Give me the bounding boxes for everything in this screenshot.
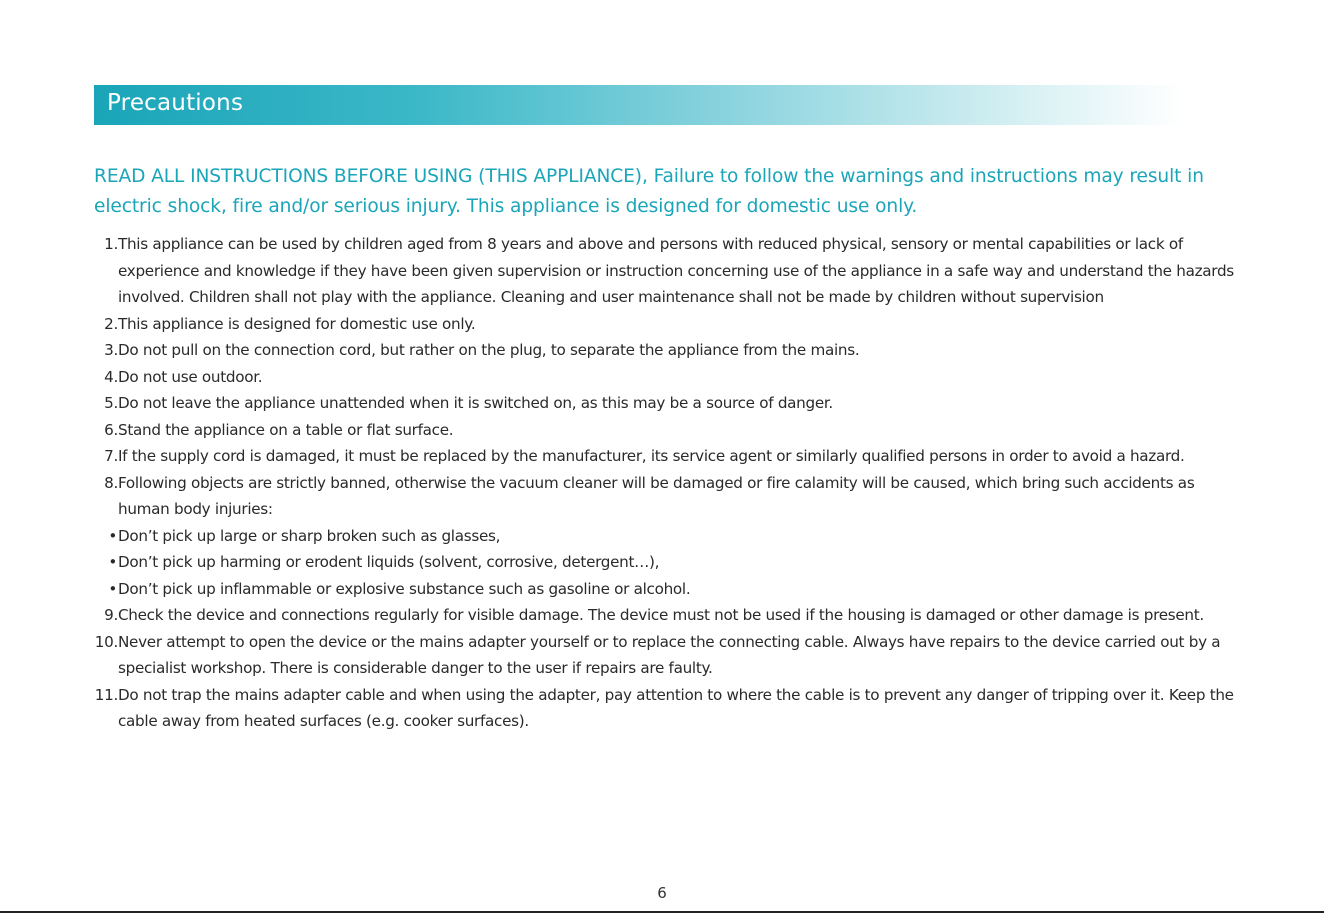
list-item-number: 4.: [104, 367, 118, 386]
bullet-item: [94, 549, 1244, 576]
list-item-number: 2.: [104, 314, 118, 333]
bullet-item-text: Don’t pick up large or sharp broken such as glasses,: [118, 526, 501, 545]
bullet-item-text: Don’t pick up inflammable or explosive substance such as gasoline or alcohol.: [118, 579, 691, 598]
list-item-number: 8.: [104, 473, 118, 492]
list-item-number: 10.: [94, 632, 118, 651]
list-item-text: Do not trap the mains adapter cable and when using the adapter, pay attention to where the cable is to prevent any danger of tripping over it. Keep the cable away from heated surfaces (e.g. cooker surfaces).: [118, 685, 1234, 730]
bullet-item-text: Don’t pick up harming or erodent liquids (solvent, corrosive, detergent…),: [118, 553, 660, 571]
footer-divider: [0, 911, 1324, 913]
bullet-item: [94, 576, 1244, 603]
list-item: [94, 337, 1244, 364]
section-title-banner: [94, 85, 1184, 125]
list-item-number: 7.: [104, 447, 118, 465]
list-item-number: 6.: [104, 420, 118, 439]
list-item-text: This appliance can be used by children aged from 8 years and above and persons with reduced physical, sensory or mental capabilities or lack of experience and knowledge if they have been given supervision or instruction concerning use of the appliance in a safe way and understand the hazards involved. Children shall not play with the appliance. Cleaning and user maintenance shall not be made by children without supervision: [118, 235, 1234, 306]
list-item-text: Never attempt to open the device or the mains adapter yourself or to replace the connecting cable. Always have repairs to the device carried out by a specialist workshop. There is considerable danger to the user if repairs are faulty.: [118, 632, 1221, 677]
list-item: [94, 602, 1244, 629]
list-item: [94, 231, 1244, 311]
list-item: [94, 682, 1244, 735]
bullet-item: [94, 523, 1244, 550]
list-item-number: 5.: [104, 394, 118, 412]
list-item-number: 9.: [104, 606, 118, 624]
bullet-icon: •: [108, 526, 117, 545]
list-item: [94, 364, 1244, 391]
bullet-icon: •: [108, 553, 117, 571]
list-item-text: Do not use outdoor.: [118, 367, 263, 386]
list-item-text: Do not leave the appliance unattended when it is switched on, as this may be a source of danger.: [118, 394, 833, 412]
list-item-text: Check the device and connections regularly for visible damage. The device must not be used if the housing is damaged or other damage is present.: [118, 606, 1204, 624]
list-item: [94, 443, 1244, 470]
list-item: [94, 311, 1244, 338]
list-item-text: If the supply cord is damaged, it must be replaced by the manufacturer, its service agent or similarly qualified persons in order to avoid a hazard.: [118, 447, 1185, 465]
list-item: [94, 470, 1244, 523]
list-item: [94, 417, 1244, 444]
list-item-number: 1.: [104, 235, 118, 253]
list-item-text: This appliance is designed for domestic use only.: [118, 314, 476, 333]
list-item: [94, 629, 1244, 682]
bullet-icon: •: [108, 579, 117, 598]
page-number: 6: [657, 884, 667, 902]
list-item-number: 11.: [94, 685, 118, 704]
section-title: Precautions: [107, 90, 244, 116]
list-item-text: Following objects are strictly banned, otherwise the vacuum cleaner will be damaged or fire calamity will be caused, which bring such accidents as human body injuries:: [118, 473, 1195, 518]
list-item: [94, 390, 1244, 417]
list-item-text: Do not pull on the connection cord, but rather on the plug, to separate the appliance from the mains.: [118, 341, 860, 359]
list-item-number: 3.: [104, 341, 118, 359]
list-item-text: Stand the appliance on a table or flat surface.: [118, 420, 454, 439]
intro-warning: READ ALL INSTRUCTIONS BEFORE USING (THIS APPLIANCE), Failure to follow the warnings and instructions may result in electric shock, fire and/or serious injury. This appliance is designed for domestic use only.: [94, 166, 1204, 217]
precautions-list: [94, 231, 1244, 735]
